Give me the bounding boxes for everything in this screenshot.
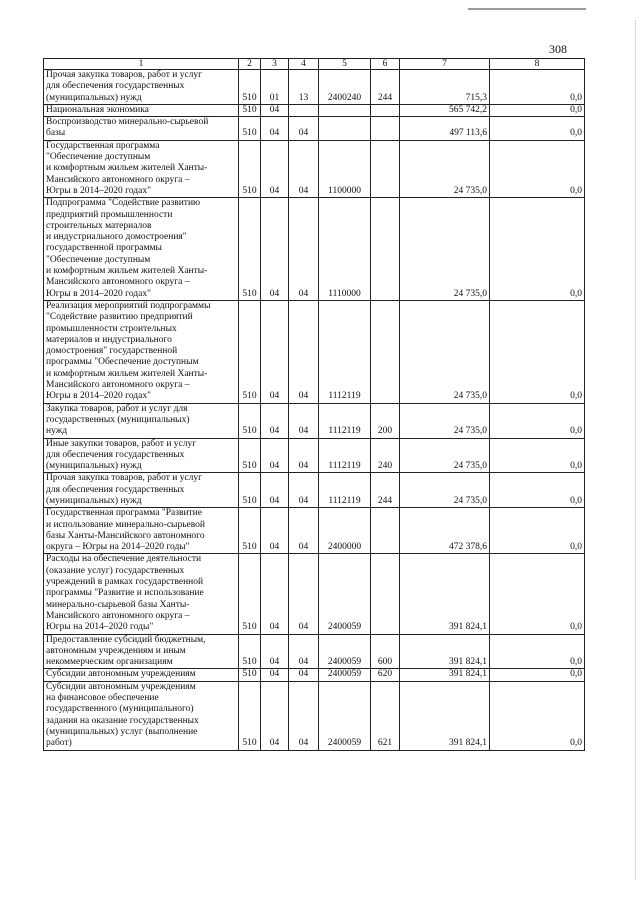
cell-code-6: 240 [371, 438, 400, 473]
cell-code-3: 01 [261, 70, 289, 105]
cell-code-5: 1110000 [319, 198, 371, 301]
cell-code-2: 510 [239, 117, 261, 141]
cell-code-2: 510 [239, 70, 261, 105]
cell-amount-8: 0,0 [490, 104, 585, 116]
cell-code-2: 510 [239, 681, 261, 750]
cell-amount: 391 824,1 [400, 681, 490, 750]
cell-amount: 24 735,0 [400, 473, 490, 508]
column-header: 1 [44, 59, 239, 70]
cell-code-6 [371, 104, 400, 116]
cell-code-6: 200 [371, 403, 400, 438]
cell-code-2: 510 [239, 508, 261, 554]
cell-code-4: 04 [289, 473, 319, 508]
cell-code-5: 1112119 [319, 403, 371, 438]
cell-code-4: 04 [289, 403, 319, 438]
cell-code-2: 510 [239, 104, 261, 116]
cell-amount: 715,3 [400, 70, 490, 105]
cell-code-4: 04 [289, 300, 319, 403]
table-row [44, 473, 585, 508]
cell-code-4: 04 [289, 140, 319, 197]
column-header: 6 [371, 59, 400, 70]
cell-code-5: 2400059 [319, 681, 371, 750]
cell-code-3: 04 [261, 681, 289, 750]
row-name: Государственная программа "Обеспечение доступным и комфортным жильем жителей Ханты- Мансийского автономного округа – Югры в 2014–2020 годах" [44, 140, 239, 197]
cell-code-6 [371, 508, 400, 554]
cell-code-4: 04 [289, 681, 319, 750]
cell-code-2: 510 [239, 140, 261, 197]
column-header: 5 [319, 59, 371, 70]
scan-edge-marks [627, 20, 636, 880]
table-row [44, 669, 585, 681]
cell-code-5: 2400059 [319, 634, 371, 669]
cell-amount: 24 735,0 [400, 140, 490, 197]
cell-code-4: 04 [289, 117, 319, 141]
row-name: Расходы на обеспечение деятельности (оказание услуг) государственных учреждений в рамках государственной программы "Развитие и использование минерально-сырьевой базы Ханты- Мансийского автономного округа – Югры на 2014–2020 годы" [44, 554, 239, 634]
cell-code-4 [289, 104, 319, 116]
cell-code-6: 600 [371, 634, 400, 669]
page-number: 308 [549, 42, 567, 56]
table-row [44, 117, 585, 141]
table-row [44, 140, 585, 197]
cell-amount-8: 0,0 [490, 70, 585, 105]
table-row [44, 70, 585, 105]
cell-code-4: 04 [289, 438, 319, 473]
cell-code-3: 04 [261, 403, 289, 438]
table-row [44, 681, 585, 750]
cell-amount: 391 824,1 [400, 554, 490, 634]
cell-code-5: 1112119 [319, 438, 371, 473]
cell-amount-8: 0,0 [490, 508, 585, 554]
cell-code-5: 2400059 [319, 669, 371, 681]
cell-code-5 [319, 104, 371, 116]
cell-code-4: 04 [289, 669, 319, 681]
cell-code-4: 04 [289, 554, 319, 634]
cell-code-2: 510 [239, 669, 261, 681]
cell-code-6 [371, 300, 400, 403]
cell-code-6 [371, 198, 400, 301]
cell-code-2: 510 [239, 403, 261, 438]
cell-code-2: 510 [239, 634, 261, 669]
column-header: 3 [261, 59, 289, 70]
cell-amount: 391 824,1 [400, 669, 490, 681]
cell-amount-8: 0,0 [490, 634, 585, 669]
cell-code-3: 04 [261, 140, 289, 197]
cell-code-3: 04 [261, 508, 289, 554]
cell-code-3: 04 [261, 117, 289, 141]
cell-code-5: 1100000 [319, 140, 371, 197]
budget-table [43, 58, 585, 751]
cell-code-2: 510 [239, 473, 261, 508]
cell-code-4: 04 [289, 634, 319, 669]
cell-code-3: 04 [261, 473, 289, 508]
row-name: Прочая закупка товаров, работ и услуг для обеспечения государственных (муниципальных) нужд [44, 473, 239, 508]
cell-amount-8: 0,0 [490, 140, 585, 197]
cell-amount-8: 0,0 [490, 669, 585, 681]
column-header: 2 [239, 59, 261, 70]
cell-code-2: 510 [239, 438, 261, 473]
row-name: Субсидии автономным учреждениям на финансовое обеспечение государственного (муниципального) задания на оказание государственных (муниципальных) услуг (выполнение работ) [44, 681, 239, 750]
table-row [44, 508, 585, 554]
cell-amount: 24 735,0 [400, 198, 490, 301]
row-name: Закупка товаров, работ и услуг для государственных (муниципальных) нужд [44, 403, 239, 438]
row-name: Иные закупки товаров, работ и услуг для обеспечения государственных (муниципальных) нужд [44, 438, 239, 473]
cell-code-3: 04 [261, 554, 289, 634]
cell-amount-8: 0,0 [490, 554, 585, 634]
cell-amount-8: 0,0 [490, 198, 585, 301]
cell-code-3: 04 [261, 300, 289, 403]
column-header: 8 [490, 59, 585, 70]
cell-code-4: 04 [289, 198, 319, 301]
cell-amount-8: 0,0 [490, 438, 585, 473]
table-row [44, 300, 585, 403]
row-name: Государственная программа "Развитие и использование минерально-сырьевой базы Ханты-Мансийского автономного округа – Югры на 2014–2020 годы" [44, 508, 239, 554]
cell-amount-8: 0,0 [490, 300, 585, 403]
cell-amount: 24 735,0 [400, 438, 490, 473]
cell-code-3: 04 [261, 198, 289, 301]
cell-code-4: 13 [289, 70, 319, 105]
cell-code-5: 2400059 [319, 554, 371, 634]
column-header: 7 [400, 59, 490, 70]
row-name: Реализация мероприятий подпрограммы "Содействие развитию предприятий промышленности строительных материалов и индустриального домостроения" государственной программы "Обеспечение доступным и комфортным жильем жителей Ханты- Мансийского автономного округа – Югры в 2014–2020 годах" [44, 300, 239, 403]
cell-amount-8: 0,0 [490, 403, 585, 438]
cell-code-6: 621 [371, 681, 400, 750]
cell-amount: 565 742,2 [400, 104, 490, 116]
cell-code-3: 04 [261, 104, 289, 116]
scan-top-line [468, 8, 586, 10]
row-name: Субсидии автономным учреждениям [44, 669, 239, 681]
cell-amount: 391 824,1 [400, 634, 490, 669]
cell-amount-8: 0,0 [490, 473, 585, 508]
cell-code-4: 04 [289, 508, 319, 554]
cell-code-2: 510 [239, 198, 261, 301]
cell-amount: 24 735,0 [400, 300, 490, 403]
cell-code-5 [319, 117, 371, 141]
cell-code-6 [371, 140, 400, 197]
row-name: Национальная экономика [44, 104, 239, 116]
cell-code-2: 510 [239, 554, 261, 634]
row-name: Предоставление субсидий бюджетным, автономным учреждениям и иным некоммерческим организациям [44, 634, 239, 669]
cell-code-6: 620 [371, 669, 400, 681]
cell-code-2: 510 [239, 300, 261, 403]
cell-amount-8: 0,0 [490, 117, 585, 141]
cell-amount: 497 113,6 [400, 117, 490, 141]
table-row [44, 438, 585, 473]
cell-code-3: 04 [261, 438, 289, 473]
table-row [44, 198, 585, 301]
cell-code-6 [371, 554, 400, 634]
table-row [44, 554, 585, 634]
row-name: Прочая закупка товаров, работ и услуг для обеспечения государственных (муниципальных) нужд [44, 70, 239, 105]
cell-code-6 [371, 117, 400, 141]
column-header: 4 [289, 59, 319, 70]
table-row [44, 104, 585, 116]
cell-code-5: 1112119 [319, 473, 371, 508]
cell-amount: 24 735,0 [400, 403, 490, 438]
cell-code-5: 2400000 [319, 508, 371, 554]
table-header-row [44, 59, 585, 70]
cell-code-5: 2400240 [319, 70, 371, 105]
cell-code-6: 244 [371, 473, 400, 508]
row-name: Подпрограмма "Содействие развитию предприятий промышленности строительных материалов и индустриального домостроения" государственной программы "Обеспечение доступным и комфортным жильем жителей Ханты- Мансийского автономного округа – Югры в 2014–2020 годах" [44, 198, 239, 301]
table-row [44, 634, 585, 669]
cell-amount-8: 0,0 [490, 681, 585, 750]
cell-code-3: 04 [261, 669, 289, 681]
cell-code-5: 1112119 [319, 300, 371, 403]
cell-code-6: 244 [371, 70, 400, 105]
row-name: Воспроизводство минерально-сырьевой базы [44, 117, 239, 141]
cell-code-3: 04 [261, 634, 289, 669]
table-row [44, 403, 585, 438]
cell-amount: 472 378,6 [400, 508, 490, 554]
